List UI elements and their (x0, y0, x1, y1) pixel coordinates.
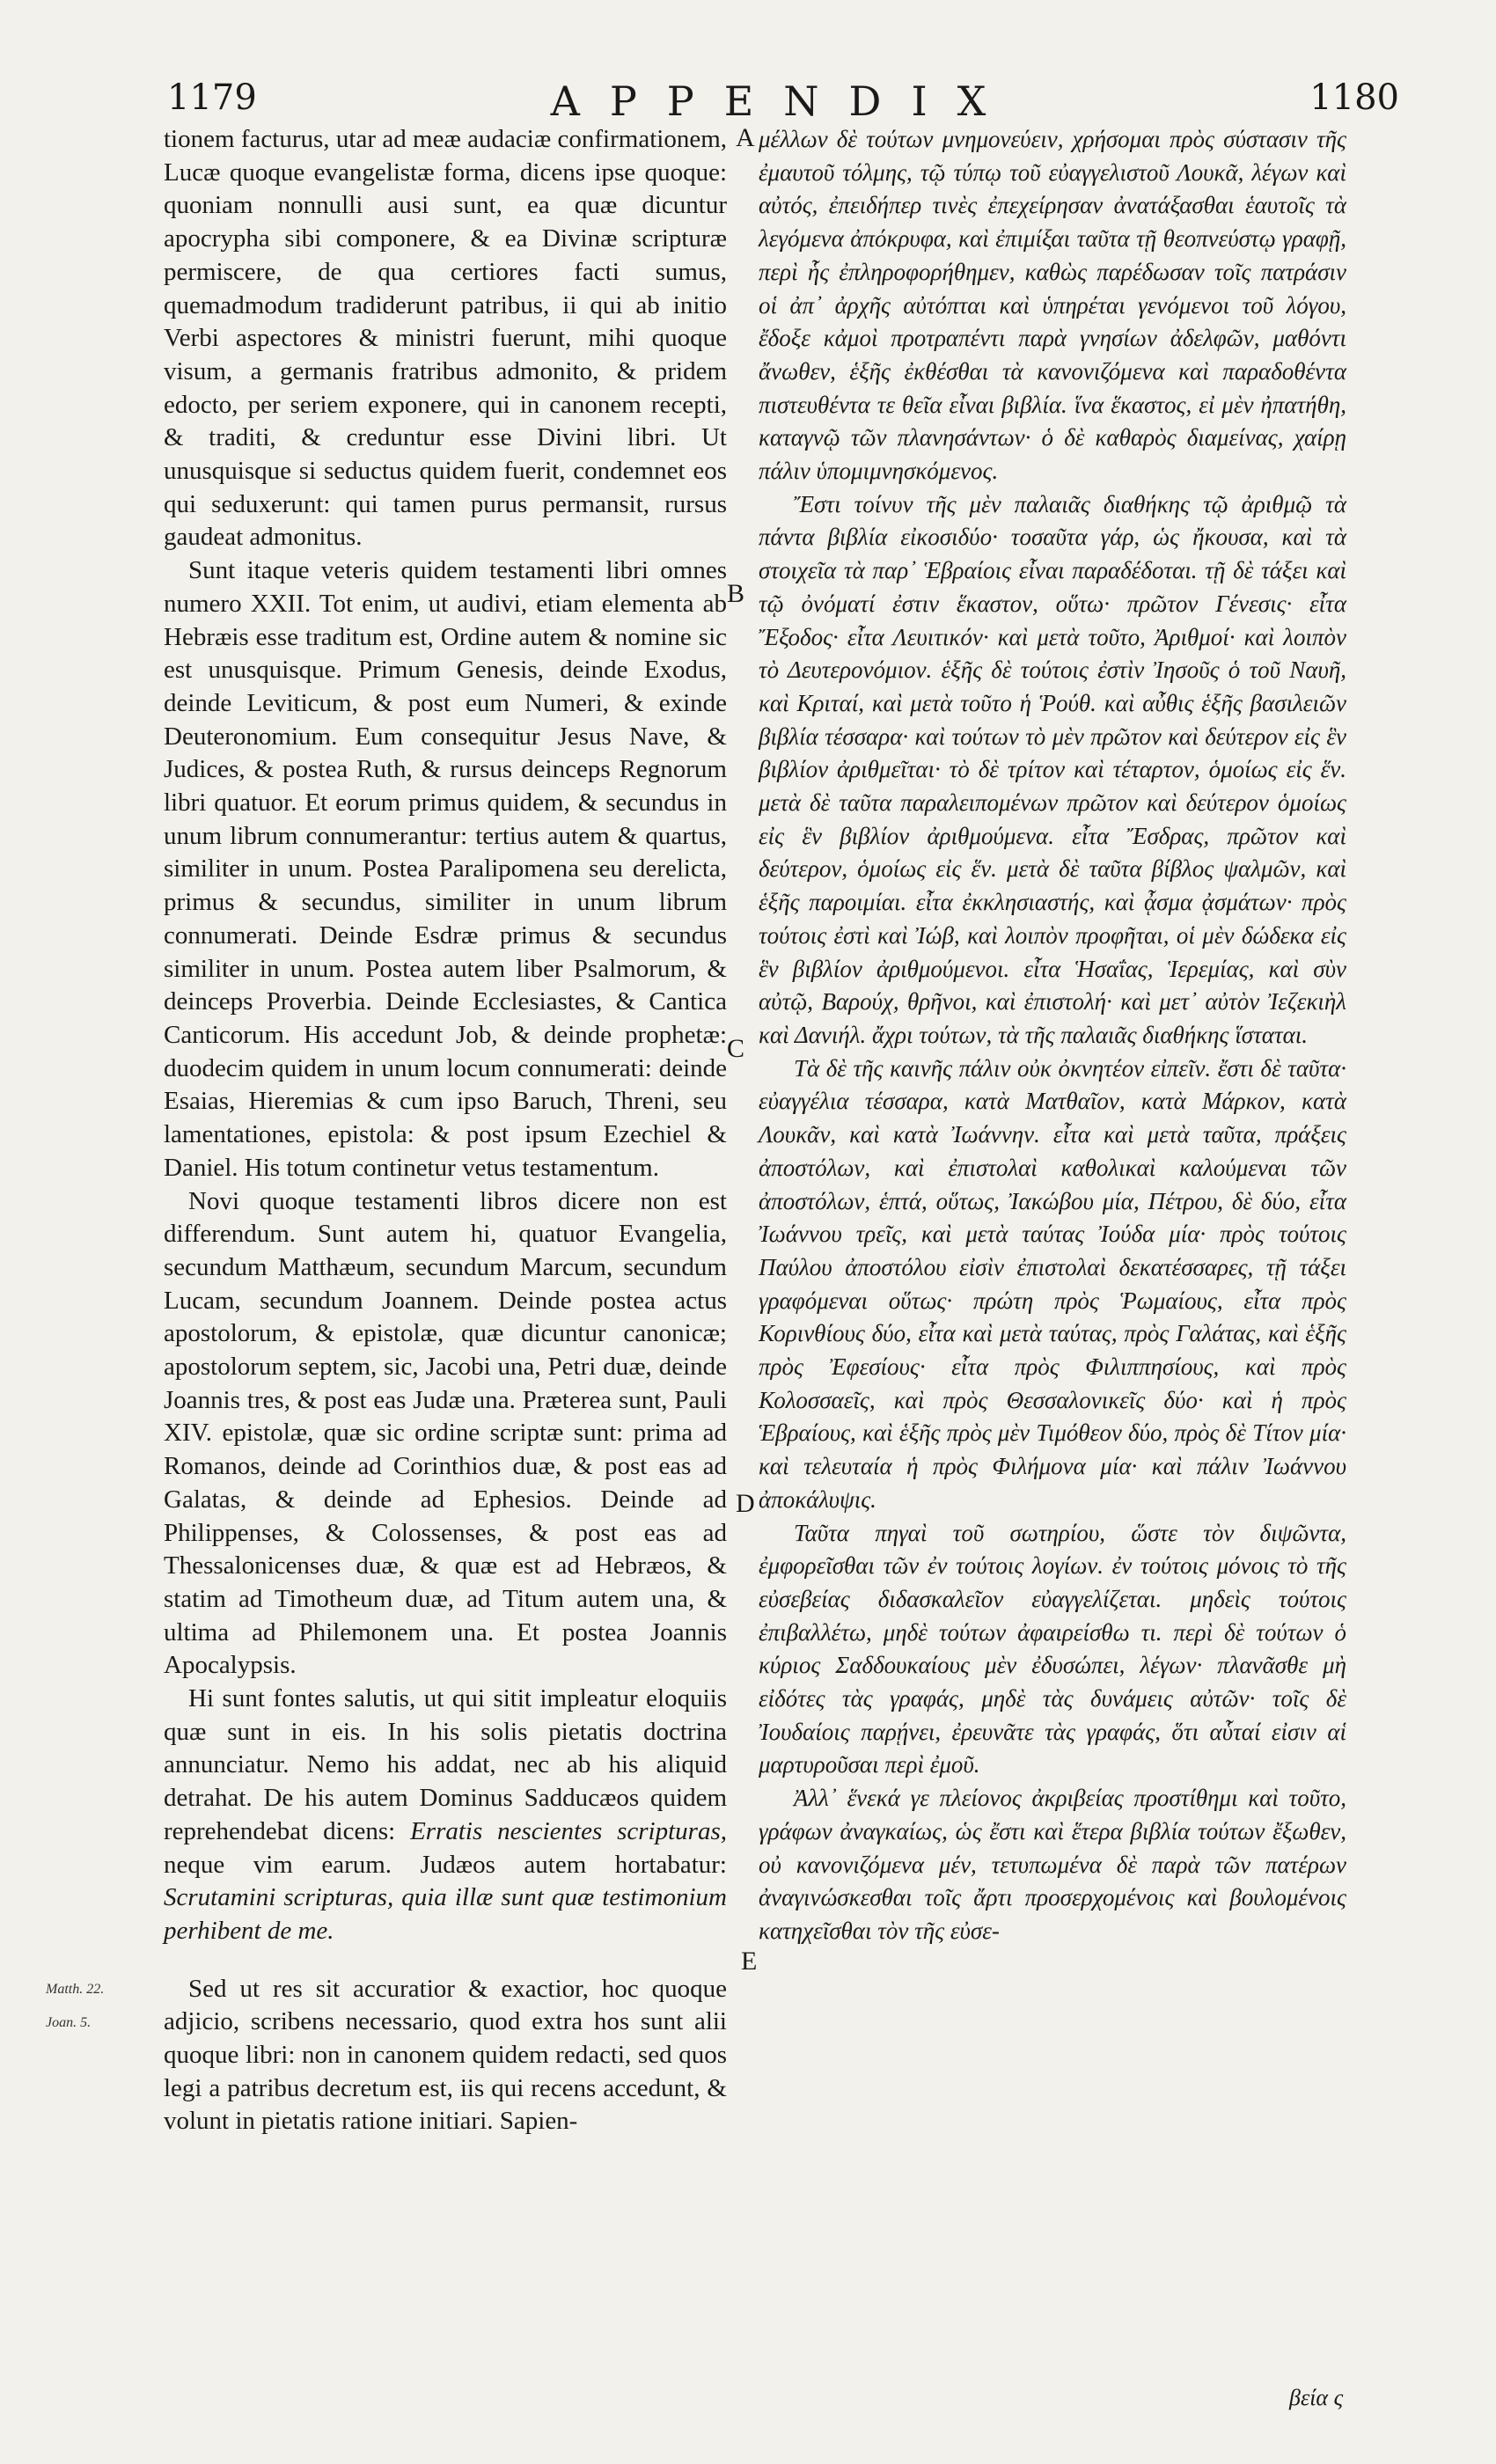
section-letter-c: C (727, 1034, 745, 1063)
page-number-left: 1179 (167, 77, 257, 118)
page-number-right: 1180 (1309, 77, 1399, 118)
latin-quote-john: Scrutamini scripturas, quia illæ sunt quæ testimonium perhibent de me. (164, 1883, 727, 1945)
latin-paragraph-4-text-a: Hi sunt fontes salutis, ut qui sitit impleatur eloquiis quæ sunt in eis. In his solis pietatis doctrina annunciatur. Nemo his addat, nec ab his aliquid detrahat. De his autem Dominus Sadducæos quidem reprehendebat dicens: (164, 1684, 727, 1845)
greek-paragraph-1: μέλλων δὲ τούτων μνημονεύειν, χρήσομαι πρὸς σύστασιν τῆς ἐμαυτοῦ τόλμης, τῷ τύπῳ τοῦ εὐαγγελιστοῦ Λουκᾶ, λέγων καὶ αὐτός, ἐπειδήπερ τινὲς ἐπεχείρησαν ἀνατάξασθαι ἑαυτοῖς τὰ λεγόμενα ἀπόκρυφα, καὶ ἐπιμίξαι ταῦτα τῇ θεοπνεύστῳ γραφῇ, περὶ ἧς ἐπληροφορήθημεν, καθὼς παρέδωσαν τοῖς πατράσιν οἱ ἀπ᾽ ἀρχῆς αὐτόπται καὶ ὑπηρέται γενόμενοι τοῦ λόγου, ἔδοξε κἀμοὶ προτραπέντι παρὰ γνησίων ἀδελφῶν, μαθόντι ἄνωθεν, ἑξῆς ἐκθέσθαι τὰ κανονιζόμενα καὶ παραδοθέντα πιστευθέντα τε θεῖα εἶναι βιβλία. ἵνα ἕκαστος, εἰ μὲν ἠπατήθη, καταγνῷ τῶν πλανησάντων· ὁ δὲ καθαρὸς διαμείνας, χαίρῃ πάλιν ὑπομιμνησκόμενος. (759, 126, 1346, 485)
latin-paragraph-4-text-c: neque vim earum. Judæos autem hortabatur: (164, 1850, 727, 1879)
greek-paragraph-4: Ταῦτα πηγαὶ τοῦ σωτηρίου, ὥστε τὸν διψῶντα, ἐμφορεῖσθαι τῶν ἐν τούτοις λογίων. ἐν τούτοις μόνοις τὸ τῆς εὐσεβείας διδασκαλεῖον εὐαγγελίζεται. μηδεὶς τούτοις ἐπιβαλλέτω, μηδὲ τούτων ἀφαιρείσθω τι. περὶ δὲ τούτων ὁ κύριος Σαδδουκαίους μὲν ἐδυσώπει, λέγων· πλανᾶσθε μὴ εἰδότες τὰς γραφάς, μηδὲ τὰς δυνάμεις αὐτῶν· τοῖς δὲ Ἰουδαίοις παρῄνει, ἐρευνᾶτε τὰς γραφάς, ὅτι αὗταί εἰσιν αἱ μαρτυροῦσαι περὶ ἐμοῦ. (759, 1519, 1346, 1778)
running-title: APPENDIX (550, 77, 1016, 125)
greek-paragraph-3: Τὰ δὲ τῆς καινῆς πάλιν οὐκ ὀκνητέον εἰπεῖν. ἔστι δὲ ταῦτα· εὐαγγέλια τέσσαρα, κατὰ Ματθαῖον, κατὰ Μάρκον, κατὰ Λουκᾶν, καὶ κατὰ Ἰωάννην. εἶτα καὶ μετὰ ταῦτα, πράξεις ἀποστόλων, καὶ ἐπιστολαὶ καθολικαὶ καλούμεναι τῶν ἀποστόλων, ἑπτά, οὕτως, Ἰακώβου μία, Πέτρου, δὲ δύο, εἶτα Ἰωάννου τρεῖς, καὶ μετὰ ταύτας Ἰούδα μία· πρὸς τούτοις Παύλου ἀποστόλου εἰσὶν ἐπιστολαὶ δεκατέσσαρες, τῇ τάξει γραφόμεναι οὕτως· πρώτη πρὸς Ῥωμαίους, εἶτα πρὸς Κορινθίους δύο, εἶτα καὶ μετὰ ταύτας, πρὸς Γαλάτας, καὶ ἑξῆς πρὸς Ἐφεσίους· εἶτα πρὸς Φιλιππησίους, καὶ πρὸς Κολοσσαεῖς, καὶ πρὸς Θεσσαλονικεῖς δύο· καὶ ἡ πρὸς Ἑβραίους, καὶ ἑξῆς πρὸς μὲν Τιμόθεον δύο, πρὸς δὲ Τίτον μία· καὶ τελευταία ἡ πρὸς Φιλήμονα μία· καὶ πάλιν Ἰωάννου ἀποκάλυψις. (759, 1054, 1346, 1513)
page-header (167, 77, 1399, 130)
section-letter-a: A (736, 123, 755, 152)
latin-paragraph-2: Sunt itaque veteris quidem testamenti libri omnes numero XXII. Tot enim, ut audivi, etiam elementa ab Hebræis esse traditum est, Ordine autem & nomine sic est unusquisque. Primum Genesis, deinde Exodus, deinde Leviticum, & post eum Numeri, & exinde Deuteronomium. Eum consequitur Jesus Nave, & Judices, & postea Ruth, & rursus deinceps Regnorum libri quatuor. Et eorum primus quidem, & secundus in unum librum connumerantur: tertius autem & quartus, similiter in unum. Postea Paralipomena seu derelicta, primus & secundus, similiter in unum librum connumerati. Deinde Esdræ primus & secundus similiter in unum. Postea autem liber Psalmorum, & deinceps Proverbia. Deinde Ecclesiastes, & Cantica Canticorum. His accedunt Job, & deinde prophetæ: duodecim quidem in unum locum connumerati: deinde Esaias, Hieremias & cum ipso Baruch, Threni, seu lamentationes, epistola: & post ipsum Ezechiel & Daniel. His totum continetur vetus testamentum. (164, 556, 727, 1182)
latin-column (164, 123, 727, 2138)
section-letter-b: B (727, 579, 745, 608)
margin-note-john: Joan. 5. (46, 2015, 92, 2030)
greek-column (759, 123, 1346, 1948)
section-letter-d: D (736, 1489, 755, 1518)
latin-paragraph-3: Novi quoque testamenti libros dicere non est differendum. Sunt autem hi, quatuor Evangelia, secundum Matthæum, secundum Marcum, secundum Lucam, secundum Joannem. Deinde postea actus apostolorum, & epistolæ, quæ dicuntur canonicæ; apostolorum septem, sic, Jacobi una, Petri duæ, deinde Joannis tres, & post eas Judæ una. Præterea sunt, Pauli XIV. epistolæ, quæ sic ordine scriptæ sunt: prima ad Romanos, deinde ad Corinthios duæ, & post eas ad Galatas, & deinde ad Ephesios. Deinde ad Philippenses, & Colossenses, & post eas ad Thessalonicenses duæ, & quæ est ad Hebræos, & statim ad Timotheum duæ, ad Titum autem una, & ultima ad Philemonem una. Et postea Joannis Apocalypsis. (164, 1186, 727, 1680)
latin-quote-matthew: Erratis nescientes scripturas, (410, 1816, 727, 1845)
margin-note-matthew: Matth. 22. (46, 1982, 105, 1997)
latin-paragraph-5: Sed ut res sit accuratior & exactior, hoc quoque adjicio, scribens necessario, quod extra hos sunt alii quoque libri: non in canonem quidem redacti, sed quos legi a patribus decretum est, iis qui recens accedunt, & volunt in pietatis ratione initiari. Sapien- (164, 1974, 727, 2136)
greek-paragraph-5: Ἀλλ᾽ ἕνεκά γε πλείονος ἀκριβείας προστίθημι καὶ τοῦτο, γράφων ἀναγκαίως, ὡς ἔστι καὶ ἕτερα βιβλία τούτων ἔξωθεν, οὐ κανονιζόμενα μέν, τετυπωμένα δὲ παρὰ τῶν πατέρων ἀναγινώσκεσθαι τοῖς ἄρτι προσερχομένοις καὶ βουλομένοις κατηχεῖσθαι τὸν τῆς εὐσε- (759, 1785, 1346, 1944)
section-letter-e: E (741, 1947, 758, 1976)
latin-paragraph-1: tionem facturus, utar ad meæ audaciæ confirmationem, Lucæ quoque evangelistæ forma, dicens ipse quoque: quoniam nonnulli ausi sunt, ea quæ dicuntur apocrypha sibi componere, & ea Divinæ scripturæ permiscere, de qua certiores facti sumus, quemadmodum tradiderunt patribus, ii qui ab initio Verbi aspectores & ministri fuerunt, mihi quoque visum, a germanis fratribus admonito, & pridem edocto, per seriem exponere, qui in canonem recepti, & traditi, & creduntur esse Divini libri. Ut unusquisque si seductus quidem fuerit, condemnet eos qui seduxerunt: qui tamen purus permansit, rursus gaudeat admonitus. (164, 125, 727, 552)
catchword: βεία ς (1289, 2385, 1344, 2410)
greek-paragraph-2: Ἔστι τοίνυν τῆς μὲν παλαιᾶς διαθήκης τῷ ἀριθμῷ τὰ πάντα βιβλία εἰκοσιδύο· τοσαῦτα γάρ, ὡς ἤκουσα, καὶ τὰ στοιχεῖα τὰ παρ᾽ Ἑβραίοις εἶναι παραδέδοται. τῇ δὲ τάξει καὶ τῷ ὀνόματί ἐστιν ἕκαστον, οὕτω· πρῶτον Γένεσις· εἶτα Ἔξοδος· εἶτα Λευιτικόν· καὶ μετὰ τοῦτο, Ἀριθμοί· καὶ λοιπὸν τὸ Δευτερονόμιον. ἑξῆς δὲ τούτοις ἐστὶν Ἰησοῦς ὁ τοῦ Ναυῆ, καὶ Κριταί, καὶ μετὰ τοῦτο ἡ Ῥούθ. καὶ αὖθις ἑξῆς βασιλειῶν βιβλία τέσσαρα· καὶ τούτων τὸ μὲν πρῶτον καὶ δεύτερον εἰς ἓν βιβλίον ἀριθμεῖται· τὸ δὲ τρίτον καὶ τέταρτον, ὁμοίως εἰς ἕν. μετὰ δὲ ταῦτα παραλειπομένων πρῶτον καὶ δεύτερον ὁμοίως εἰς ἓν βιβλίον ἀριθμούμενα. εἶτα Ἔσδρας, πρῶτον καὶ δεύτερον, ὁμοίως εἰς ἕν. μετὰ δὲ ταῦτα βίβλος ψαλμῶν, καὶ ἑξῆς παροιμίαι. εἶτα ἐκκλησιαστής, καὶ ᾆσμα ᾀσμάτων· πρὸς τούτοις ἐστὶ καὶ Ἰώβ, καὶ λοιπὸν προφῆται, οἱ μὲν δώδεκα εἰς ἓν βιβλίον ἀριθμούμενοι. εἶτα Ἡσαΐας, Ἱερεμίας, καὶ σὺν αὐτῷ, Βαρούχ, θρῆνοι, καὶ ἐπιστολή· καὶ μετ᾽ αὐτὸν Ἰεζεκιὴλ καὶ Δανιήλ. ἄχρι τούτων, τὰ τῆς παλαιᾶς διαθήκης ἵσταται. (759, 490, 1346, 1048)
latin-paragraph-4 (164, 1683, 727, 1948)
